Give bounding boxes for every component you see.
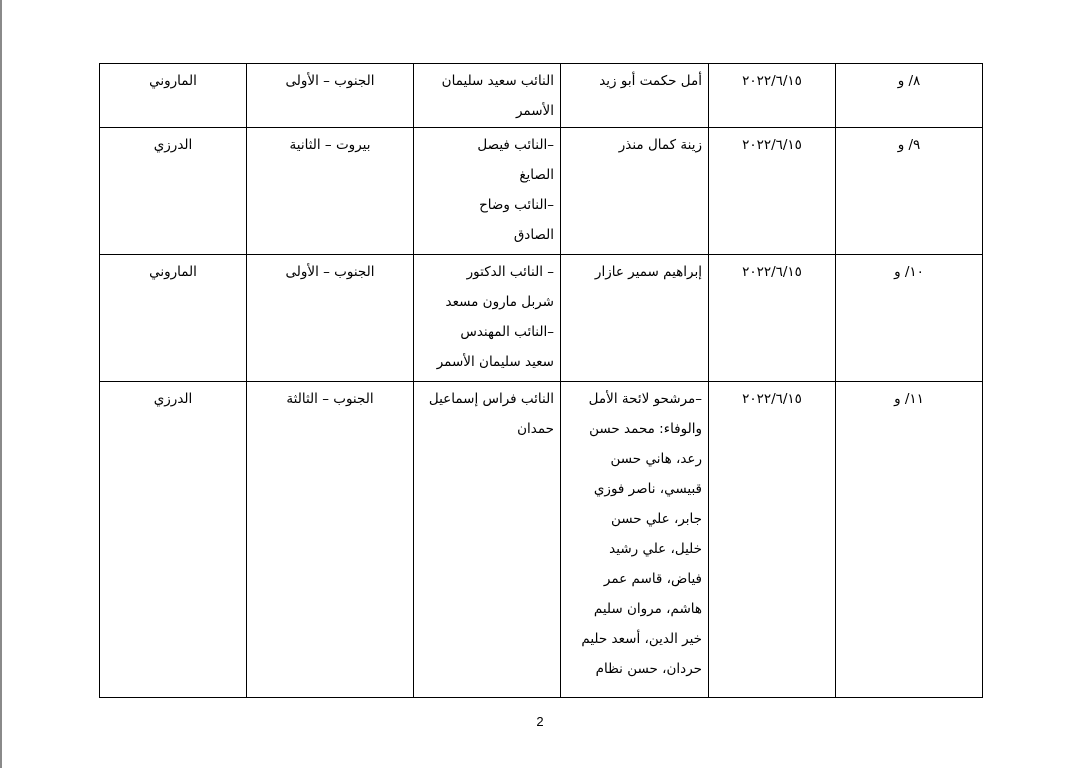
row-number: ٨/ و bbox=[836, 64, 983, 128]
row-applicant: زينة كمال منذر bbox=[561, 128, 709, 255]
row-seat: الماروني bbox=[100, 64, 247, 128]
table-row bbox=[100, 382, 983, 698]
row-target: –النائب فيصل الصايغ –النائب وضاح الصادق bbox=[414, 128, 561, 255]
row-number: ١١/ و bbox=[836, 382, 983, 698]
row-target: النائب فراس إسماعيل حمدان bbox=[414, 382, 561, 698]
row-date: ٢٠٢٢/٦/١٥ bbox=[709, 64, 836, 128]
row-number: ١٠/ و bbox=[836, 255, 983, 382]
row-target: – النائب الدكتور شربل مارون مسعد –النائب المهندس سعيد سليمان الأسمر bbox=[414, 255, 561, 382]
row-applicant: أمل حكمت أبو زيد bbox=[561, 64, 709, 128]
row-district: الجنوب – الأولى bbox=[247, 64, 414, 128]
row-district: الجنوب – الثالثة bbox=[247, 382, 414, 698]
appeals-table bbox=[99, 63, 983, 698]
row-target: النائب سعيد سليمان الأسمر bbox=[414, 64, 561, 128]
row-number: ٩/ و bbox=[836, 128, 983, 255]
row-applicant: إبراهيم سمير عازار bbox=[561, 255, 709, 382]
row-district: الجنوب – الأولى bbox=[247, 255, 414, 382]
table-row bbox=[100, 255, 983, 382]
row-seat: الماروني bbox=[100, 255, 247, 382]
row-applicant: –مرشحو لائحة الأمل والوفاء: محمد حسن رعد، هاني حسن قبيسي، ناصر فوزي جابر، علي حسن خليل، علي رشيد فياض، قاسم عمر هاشم، مروان سليم خير الدين، أسعد حليم حردان، حسن نظام bbox=[561, 382, 709, 698]
row-seat: الدرزي bbox=[100, 128, 247, 255]
table-row bbox=[100, 128, 983, 255]
row-district: بيروت – الثانية bbox=[247, 128, 414, 255]
page-left-edge bbox=[0, 0, 2, 768]
row-date: ٢٠٢٢/٦/١٥ bbox=[709, 128, 836, 255]
row-date: ٢٠٢٢/٦/١٥ bbox=[709, 255, 836, 382]
table-row bbox=[100, 64, 983, 128]
row-seat: الدرزي bbox=[100, 382, 247, 698]
row-date: ٢٠٢٢/٦/١٥ bbox=[709, 382, 836, 698]
page-number: 2 bbox=[536, 714, 544, 729]
